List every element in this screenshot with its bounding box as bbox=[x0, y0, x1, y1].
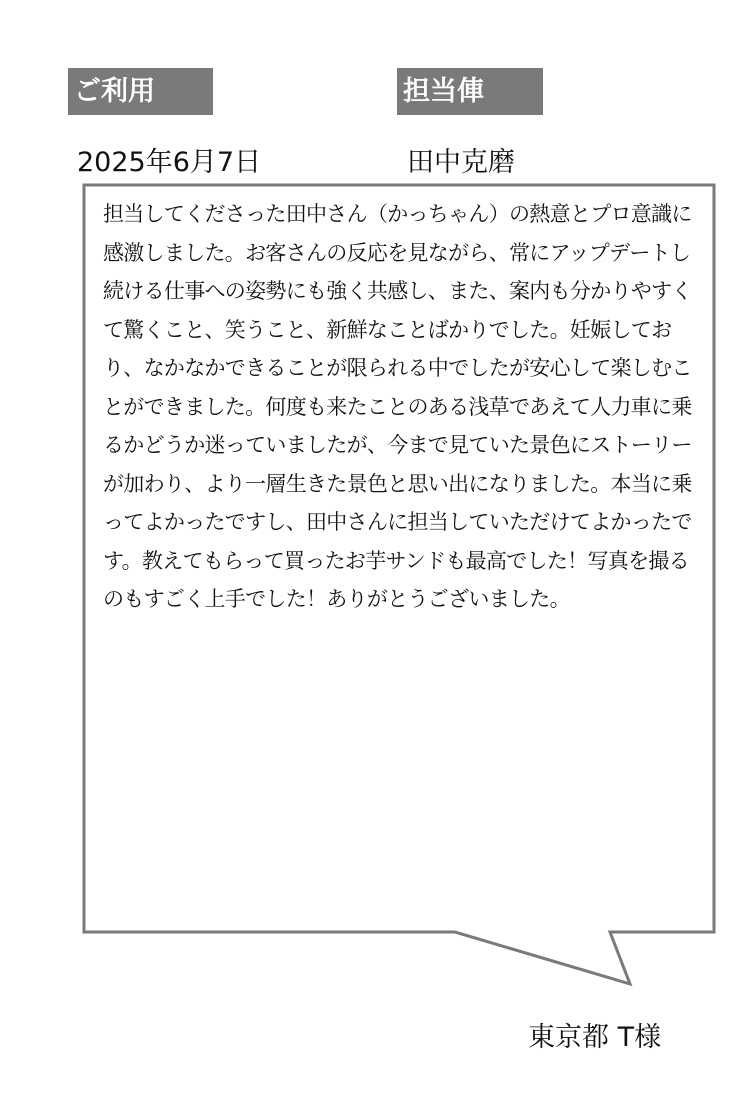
reviewer-signature: 東京都 T様 bbox=[528, 1022, 662, 1053]
usage-date-label: ご利用 bbox=[68, 68, 213, 115]
guide-name-value: 田中克磨 bbox=[407, 147, 515, 178]
guide-label: 担当俥 bbox=[397, 68, 543, 115]
review-text: 担当してくださった田中さん（かっちゃん）の熱意とプロ意識に感激しました。お客さんの反応を見ながら、常にアップデートし続ける仕事への姿勢にも強く共感し、また、案内も分かりやすくて驚くこと、笑うこと、新鮮なことばかりでした。妊娠しており、なかなかできることが限られる中でしたが安心して楽しむことができました。何度も来たことのある浅草であえて人力車に乗るかどうか迷っていましたが、今まで見ていた景色にストーリーが加わり、より一層生きた景色と思い出になりました。本当に乗ってよかったですし、田中さんに担当していただけてよかったです。教えてもらって買ったお芋サンドも最高でした！写真を撮るのもすごく上手でした！ありがとうございました。 bbox=[103, 202, 692, 611]
usage-date-value: 2025年6月7日 bbox=[77, 147, 262, 178]
